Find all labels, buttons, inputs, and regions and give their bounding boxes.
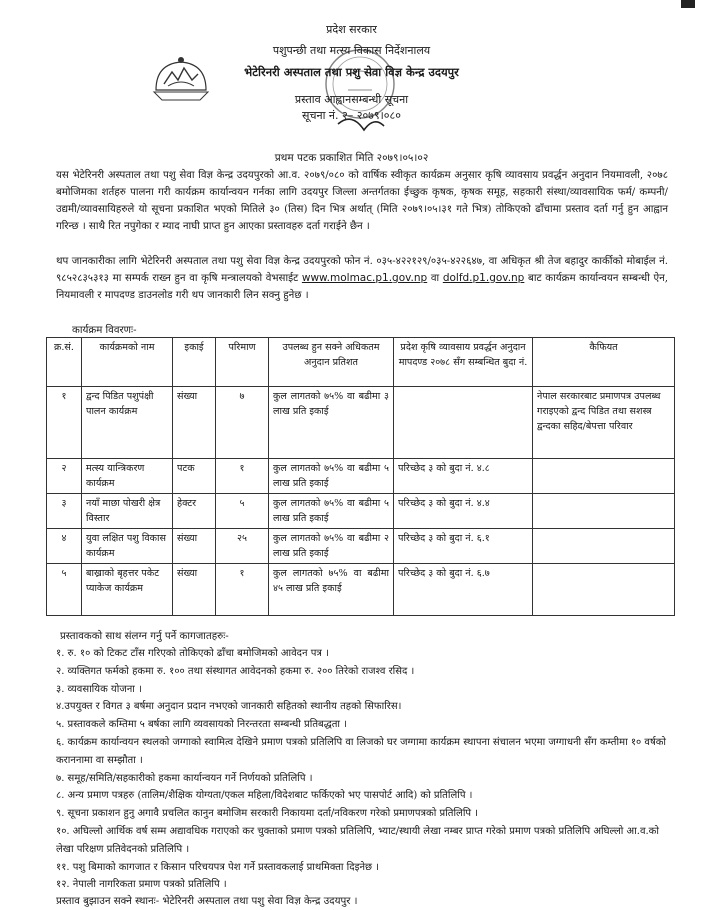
header-sn: क्र.सं. bbox=[47, 338, 82, 387]
scan-mark bbox=[681, 0, 695, 8]
cell-program-name: युवा लक्षित पशु विकास कार्यक्रम bbox=[82, 529, 173, 564]
list-item: ९. सूचना प्रकाशन हुनु अगावै प्रचलित कानुन बमोजिम सरकारी निकायमा दर्ता/नविकरण गरेको प्रमाणपत्रको प्रतिलिपि । bbox=[56, 808, 479, 820]
list-item: ४.उपयुक्त र विगत ३ बर्षमा अनुदान प्रदान नभएको जानकारी सहितको स्थानीय तहको सिफारिस। bbox=[56, 701, 402, 713]
list-item: ७. समूह/समिति/सहकारीको हकमा कार्यान्वयन गर्ने निर्णयको प्रतिलिपि । bbox=[56, 772, 313, 784]
cell-unit: संख्या bbox=[173, 387, 216, 459]
header-line2: पशुपन्छी तथा मत्स्य विकास निर्देशनालय bbox=[272, 44, 431, 57]
cell-program-name: मत्स्य यान्त्रिकरण कार्यक्रम bbox=[82, 459, 173, 494]
cell-subsidy: कुल लागतको ७५% वा बढीमा ५ लाख प्रति इकाई bbox=[269, 494, 394, 529]
cell-unit: संख्या bbox=[173, 529, 216, 564]
cell-quantity: २५ bbox=[216, 529, 269, 564]
notice-number: सूचना नं. २– २०७९।०८० bbox=[302, 109, 401, 122]
directorate-website-link[interactable]: dolfd.p1.gov.np bbox=[442, 272, 525, 284]
cell-unit: संख्या bbox=[173, 564, 216, 616]
header-standard: प्रदेश कृषि व्यावसाय प्रवर्द्धन अनुदान मापदण्ड २०७८ सँग सम्बन्धित बुदा नं. bbox=[394, 338, 533, 387]
contact-or: वा bbox=[430, 273, 440, 284]
cell-sn: ५ bbox=[47, 564, 82, 616]
header-line1: प्रदेश सरकार bbox=[326, 23, 377, 36]
cell-sn: १ bbox=[47, 387, 82, 459]
cell-sn: २ bbox=[47, 459, 82, 494]
table-row bbox=[47, 529, 675, 564]
cell-quantity: १ bbox=[216, 459, 269, 494]
letterhead bbox=[0, 22, 703, 123]
cell-remarks bbox=[533, 459, 675, 494]
publish-date: प्रथम पटक प्रकाशित मिति २०७९।०५।०२ bbox=[274, 152, 429, 164]
list-item: १०. अघिल्लो आर्थिक वर्ष सम्म अद्यावधिक गराएको कर चुक्ताको प्रमाण पत्रको प्रतिलिपि, भ्याट/स्थायी लेखा नम्बर प्राप्त गरेको प्रमाण पत्रको प्रतिलिपि अघिल्लो आ.व.को लेखा परिक्षण प्रतिवेदनको प्रतिलिपि । bbox=[56, 825, 659, 855]
cell-standard bbox=[394, 387, 533, 459]
table-row bbox=[47, 387, 675, 459]
ministry-website-link[interactable]: www.molmac.p1.gov.np bbox=[301, 272, 428, 284]
table-row bbox=[47, 564, 675, 616]
documents-heading: प्रस्तावकको साथ संलग्न गर्नु पर्ने कागजातहरुः- bbox=[60, 631, 229, 642]
notice-title: प्रस्ताव आह्वानसम्बन्धी सूचना bbox=[294, 93, 409, 106]
list-item: १. रु. १० को टिकट टाँस गरिएको तोकिएको ढाँचा बमोजिमको आवेदन पत्र । bbox=[56, 648, 329, 659]
list-item: ११. पशु बिमाको कागजात र किसान परिचयपत्र पेश गर्ने प्रस्तावकलाई प्राथमिक्ता दिइनेछ । bbox=[56, 861, 380, 873]
cell-unit: पटक bbox=[173, 459, 216, 494]
cell-quantity: ५ bbox=[216, 494, 269, 529]
documents-list bbox=[56, 645, 668, 894]
cell-standard: परिच्छेद ३ को बुदा नं. ४.८ bbox=[394, 459, 533, 494]
list-item: २. व्यक्तिगत फर्मको हकमा रु. १०० तथा संस्थागत आवेदनको हकमा रु. २०० तिरेको राजश्व रसिद । bbox=[56, 665, 415, 677]
paragraph-contact bbox=[56, 253, 668, 304]
table-row bbox=[47, 494, 675, 529]
cell-subsidy: कुल लागतको ७५% वा बढीमा ४५ लाख प्रति इकाई bbox=[269, 564, 394, 616]
cell-unit: हेक्टर bbox=[173, 494, 216, 529]
cell-quantity: ७ bbox=[216, 387, 269, 459]
header-unit: इकाई bbox=[173, 338, 216, 387]
cell-subsidy: कुल लागतको ७५% वा बढीमा २ लाख प्रति इकाई bbox=[269, 529, 394, 564]
cell-subsidy: कुल लागतको ७५% वा बढीमा ५ लाख प्रति इकाई bbox=[269, 459, 394, 494]
cell-remarks bbox=[533, 529, 675, 564]
cell-remarks bbox=[533, 564, 675, 616]
list-item: ३. व्यवसायिक योजना । bbox=[56, 683, 142, 695]
cell-remarks: नेपाल सरकारबाट प्रमाणपत्र उपलब्ध गराइएको द्वन्द पिडित तथा सशस्त्र द्वन्दका सहिद/बेपत्ता परिवार bbox=[533, 387, 675, 459]
contact-text: थप जानकारीका लागि भेटेरिनरी अस्पताल तथा पशु सेवा विज्ञ केन्द्र उदयपुरको फोन नं. ०३५-४२२१२९/०३५-४२२६४७, वा अधिकृत श्री तेज बहादुर कार्कीको मोबाईल नं. ९८५२८३५३१३ मा सम्पर्क राख्न हुन वा कृषि मन्त्रालयको वेभसाईट bbox=[56, 256, 668, 284]
submission-place: प्रस्ताव बुझाउन सक्ने स्थानः- भेटेरिनरी अस्पताल तथा पशु सेवा विज्ञ केन्द्र उदयपुर । bbox=[56, 896, 358, 907]
program-heading: कार्यक्रम विवरणः- bbox=[72, 325, 137, 336]
header-quantity: परिमाण bbox=[216, 338, 269, 387]
program-table bbox=[46, 337, 675, 616]
cell-program-name: द्वन्द पिडित पशुपंक्षी पालन कार्यक्रम bbox=[82, 387, 173, 459]
header-program-name: कार्यक्रमको नाम bbox=[82, 338, 173, 387]
table-row bbox=[47, 459, 675, 494]
cell-standard: परिच्छेद ३ को बुदा नं. ६.७ bbox=[394, 564, 533, 616]
cell-standard: परिच्छेद ३ को बुदा नं. ६.१ bbox=[394, 529, 533, 564]
list-item: ५. प्रस्तावकले कम्तिमा ५ बर्षका लागि व्यवसायको निरन्तरता सम्बन्धी प्रतिबद्धता । bbox=[56, 719, 347, 731]
cell-subsidy: कुल लागतको ७५% वा बढीमा ३ लाख प्रति इकाई bbox=[269, 387, 394, 459]
cell-standard: परिच्छेद ३ को बुदा नं. ४.४ bbox=[394, 494, 533, 529]
cell-program-name: नयाँ माछा पोखरी क्षेत्र विस्तार bbox=[82, 494, 173, 529]
contact-end: बाट कार्यक्रम कार्यान्वयन सम्बन्धी ऐन, नियमावली र मापदण्ड डाउनलोड गरी थप जानकारी लिन सक्नु हुनेछ । bbox=[56, 273, 669, 301]
list-item: १२. नेपाली नागरिकता प्रमाण पत्रको प्रतिलिपि । bbox=[56, 879, 227, 891]
list-item: ८. अन्य प्रमाण पत्रहरु (तालिम/शैक्षिक योग्यता/एकल महिला/विदेशबाट फर्किएको भए पासपोर्ट आदि) को प्रतिलिपि । bbox=[56, 790, 473, 802]
paragraph-invitation: यस भेटेरिनरी अस्पताल तथा पशु सेवा विज्ञ केन्द्र उदयपुरको आ.व. २०७९/०८० को वार्षिक स्वीकृत कार्यक्रम अनुसार कृषि व्यावसाय प्रवर्द्धन अनुदान नियमावली, २०७८ बमोजिमका शर्तहरु पालना गरी कार्यक्रम कार्यान्वयन गर्नका लागि उदयपुर जिल्ला अन्तर्गतका ईच्छुक कृषक, कृषक समूह, सहकारी संस्था/व्यावसायिक फर्म/ कम्पनी/उद्यमी/व्यावसायिहरुले यो सूचना प्रकाशित भएको मितिले ३० (तिस) दिन भित्र अर्थात् (मिति २०७९।०५।३१ गते भित्र) तोकिएको ढाँचामा प्रस्ताव दर्ता गर्नु हुन आह्वान गरिन्छ । साथै रित नपुगेका र म्याद नाघी प्राप्त हुन आएका प्रस्तावहरु दर्ता गराईने छैन । bbox=[56, 170, 668, 232]
header-subsidy: उपलब्ध हुन सक्ने अधिकतम अनुदान प्रतिशत bbox=[269, 338, 394, 387]
list-item: ६. कार्यक्रम कार्यान्वयन स्थलको जग्गाको स्वामित्व देखिने प्रमाण पत्रको प्रतिलिपि वा लिजको घर जग्गामा कार्यक्रम स्थापना संचालन भएमा जग्गाधनी सँग कम्तीमा १० वर्षको कराननामा वा सम्झौता । bbox=[56, 736, 667, 766]
cell-program-name: बाख्राको बृहत्तर पकेट प्याकेज कार्यक्रम bbox=[82, 564, 173, 616]
header-remarks: कैफियत bbox=[533, 338, 675, 387]
cell-sn: ३ bbox=[47, 494, 82, 529]
cell-quantity: १ bbox=[216, 564, 269, 616]
cell-remarks bbox=[533, 494, 675, 529]
office-title: भेटेरिनरी अस्पताल तथा पशु सेवा विज्ञ केन्द्र उदयपुर bbox=[244, 65, 459, 79]
cell-sn: ४ bbox=[47, 529, 82, 564]
table-header-row bbox=[47, 338, 675, 387]
